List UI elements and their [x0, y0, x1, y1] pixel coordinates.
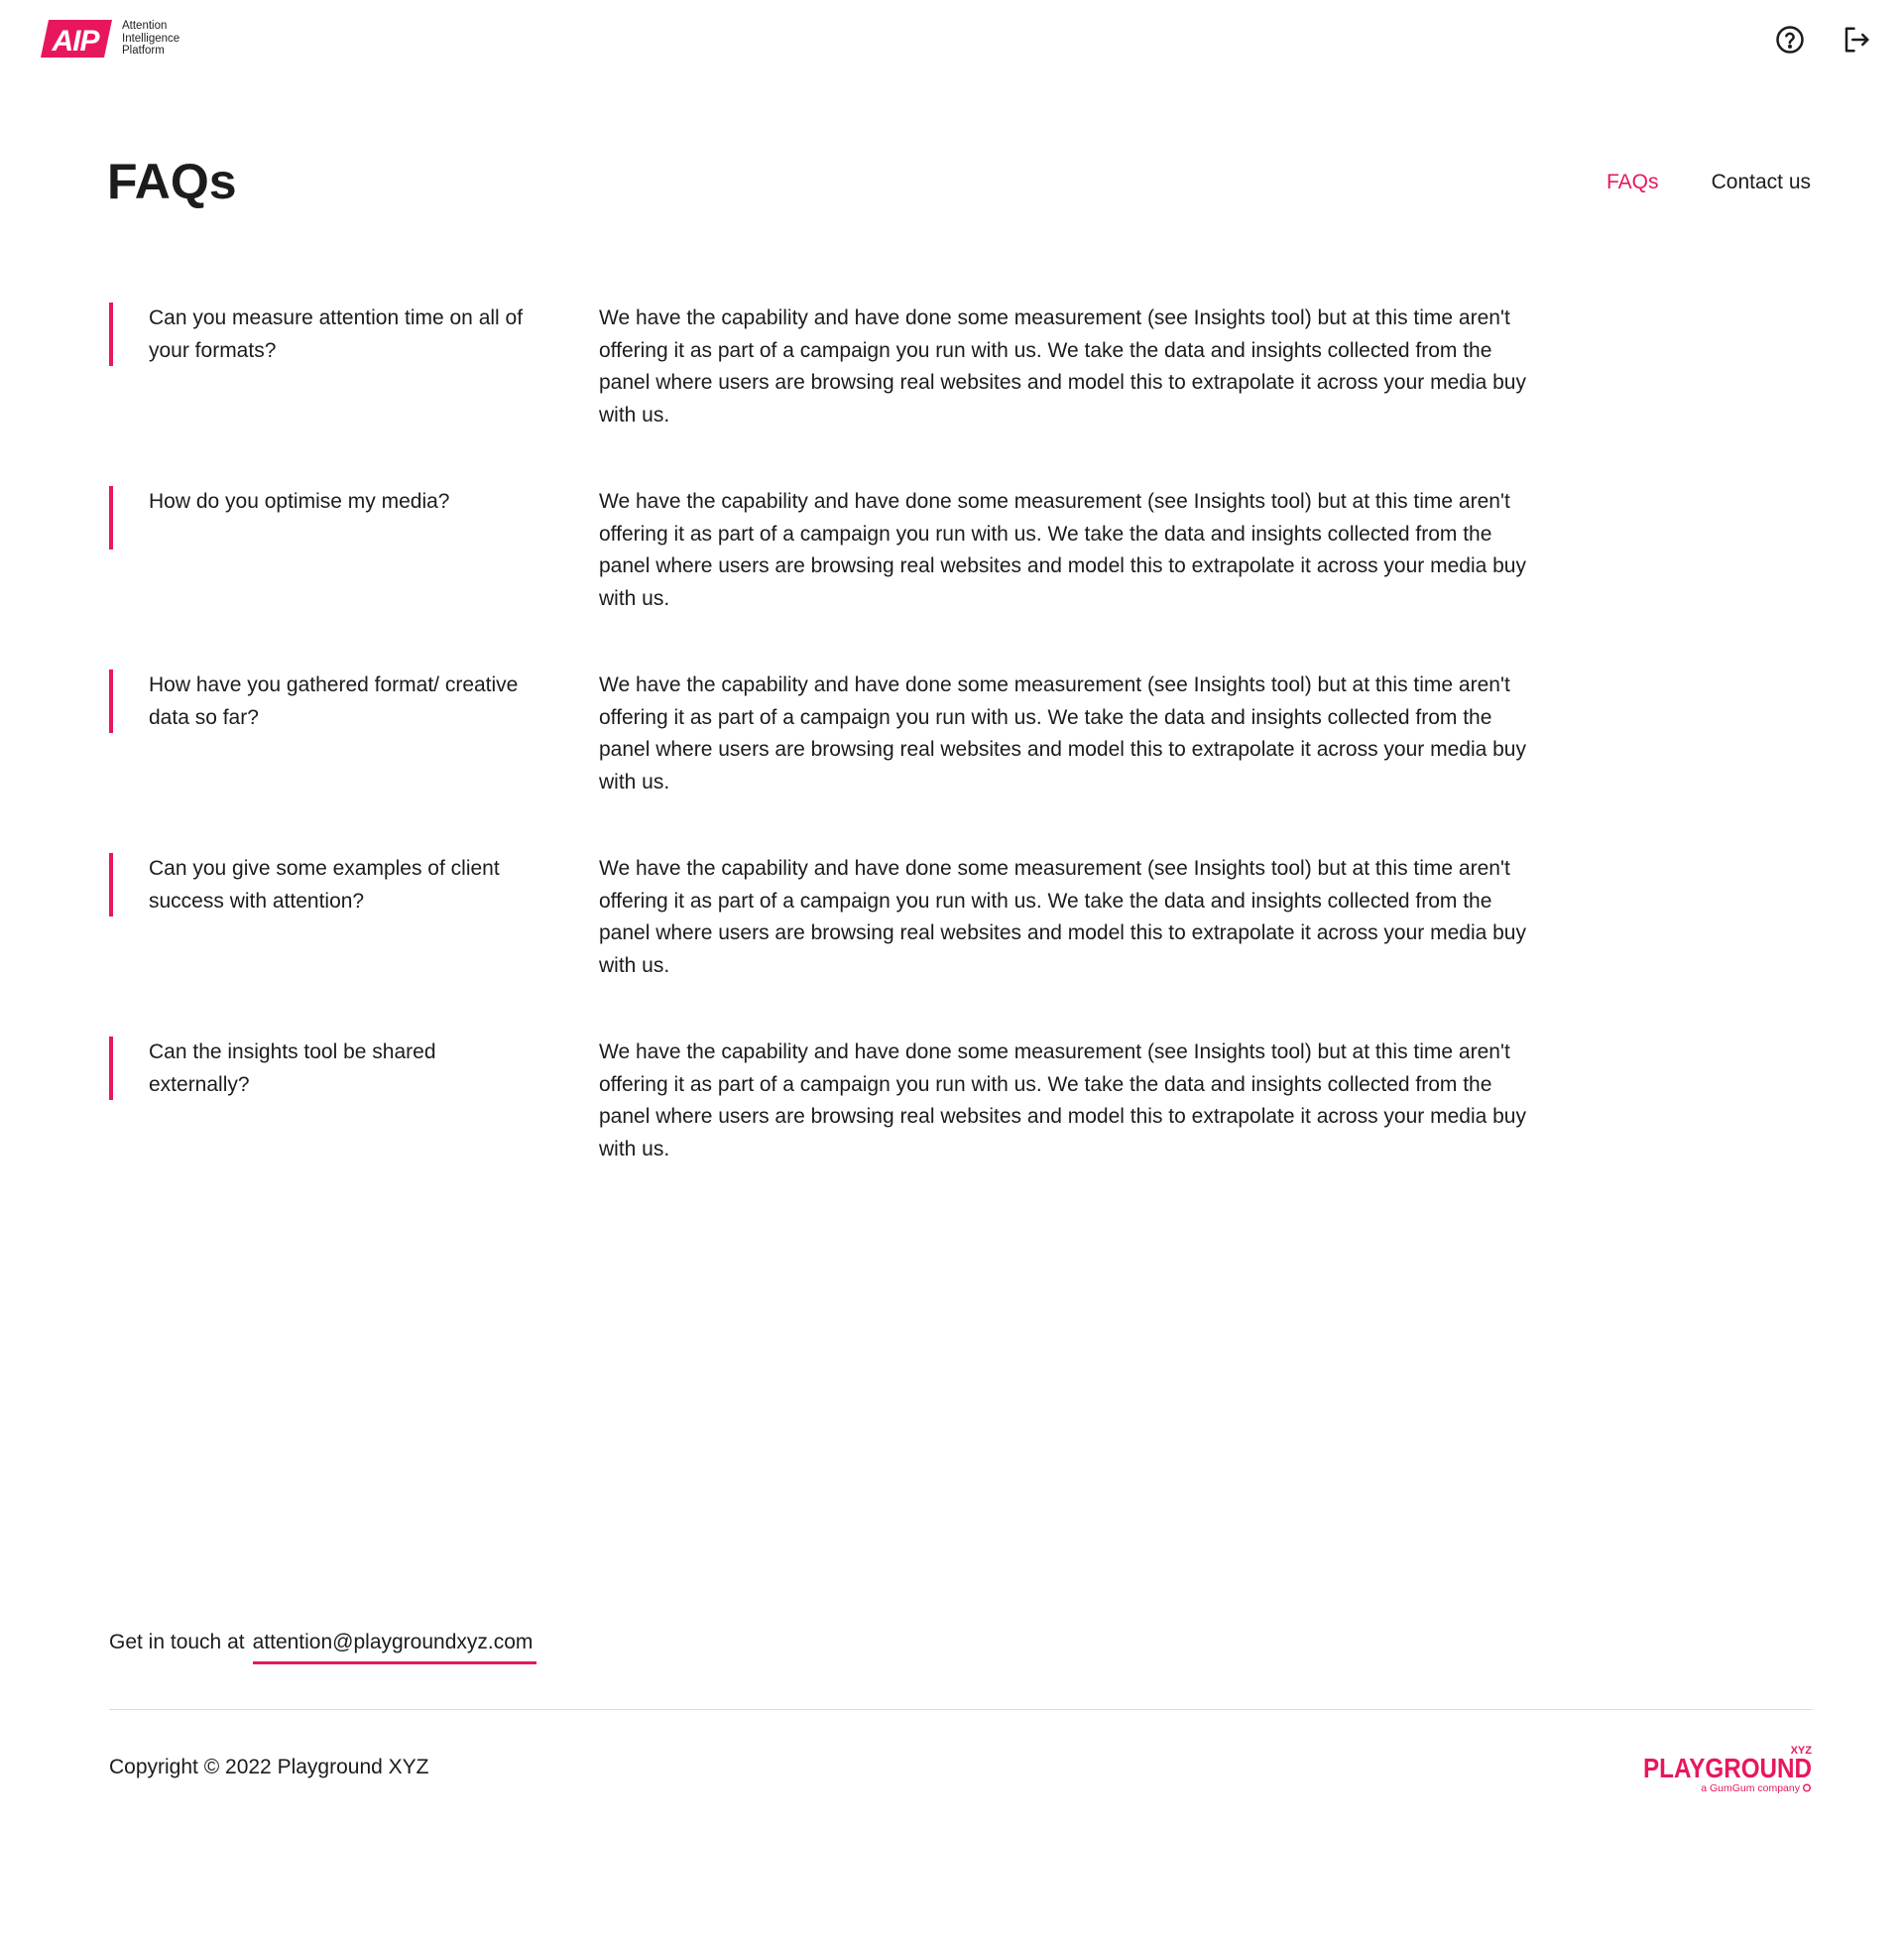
footer-divider [109, 1709, 1813, 1710]
faq-question: Can you give some examples of client success with attention? [149, 857, 500, 913]
gumgum-mark-icon [1804, 1784, 1811, 1791]
faq-question: How have you gathered format/ creative data so far? [149, 673, 519, 729]
svg-text:AIP: AIP [52, 25, 99, 58]
copyright-text: Copyright © 2022 Playground XYZ [109, 1756, 429, 1778]
faq-accent-bar [109, 670, 113, 733]
faq-item [107, 484, 1526, 668]
faq-item [107, 668, 1526, 851]
faq-question: Can the insights tool be shared externally? [149, 1040, 436, 1096]
logo-line-3: Platform [122, 45, 165, 58]
contact-line [109, 1627, 536, 1664]
faq-answer: We have the capability and have done some measurement (see Insights tool) but at this time aren't offering it as part of a campaign you run with us. We take the data and insights collected from the panel where users are browsing real websites and model this to extrapolate it across your media buy with us. [599, 490, 1526, 610]
faq-answer: We have the capability and have done some measurement (see Insights tool) but at this time aren't offering it as part of a campaign you run with us. We take the data and insights collected from the panel where users are browsing real websites and model this to extrapolate it across your media buy with us. [599, 673, 1526, 793]
faq-question: How do you optimise my media? [149, 490, 450, 513]
faq-accent-bar [109, 486, 113, 549]
faq-item [107, 301, 1526, 484]
contact-prefix: Get in touch at [109, 1631, 245, 1653]
aip-logo-text [122, 20, 179, 58]
faq-answer: We have the capability and have done some measurement (see Insights tool) but at this time aren't offering it as part of a campaign you run with us. We take the data and insights collected from the panel where users are browsing real websites and model this to extrapolate it across your media buy with us. [599, 857, 1526, 977]
svg-text:XYZ: XYZ [1790, 1745, 1812, 1757]
contact-email-link[interactable]: attention@playgroundxyz.com [253, 1627, 537, 1664]
faq-subnav [1606, 169, 1811, 196]
nav-link-contact-us[interactable]: Contact us [1711, 171, 1811, 193]
logout-icon [1842, 25, 1871, 55]
faq-item [107, 851, 1526, 1035]
faq-item [107, 1035, 1526, 1218]
aip-logo-mark [40, 18, 113, 60]
faq-list [107, 301, 1526, 1218]
help-circle-icon [1775, 25, 1805, 55]
faq-accent-bar [109, 1037, 113, 1100]
svg-text:PLAYGROUND: PLAYGROUND [1643, 1753, 1812, 1783]
logo-line-2: Intelligence [122, 32, 180, 45]
top-bar [0, 0, 1904, 79]
faq-accent-bar [109, 303, 113, 366]
playground-xyz-logo[interactable] [1636, 1740, 1815, 1799]
page-title: FAQs [107, 154, 237, 209]
faq-answer: We have the capability and have done some measurement (see Insights tool) but at this time aren't offering it as part of a campaign you run with us. We take the data and insights collected from the panel where users are browsing real websites and model this to extrapolate it across your media buy with us. [599, 306, 1526, 427]
nav-link-faqs[interactable]: FAQs [1606, 171, 1659, 193]
logout-button[interactable] [1837, 20, 1876, 60]
faq-question: Can you measure attention time on all of your formats? [149, 306, 524, 362]
svg-text:a GumGum company: a GumGum company [1701, 1782, 1800, 1794]
faq-answer: We have the capability and have done some measurement (see Insights tool) but at this time aren't offering it as part of a campaign you run with us. We take the data and insights collected from the panel where users are browsing real websites and model this to extrapolate it across your media buy with us. [599, 1040, 1526, 1160]
help-button[interactable] [1770, 20, 1810, 60]
logo-line-1: Attention [122, 20, 168, 33]
faq-accent-bar [109, 853, 113, 916]
aip-logo[interactable] [40, 18, 179, 60]
